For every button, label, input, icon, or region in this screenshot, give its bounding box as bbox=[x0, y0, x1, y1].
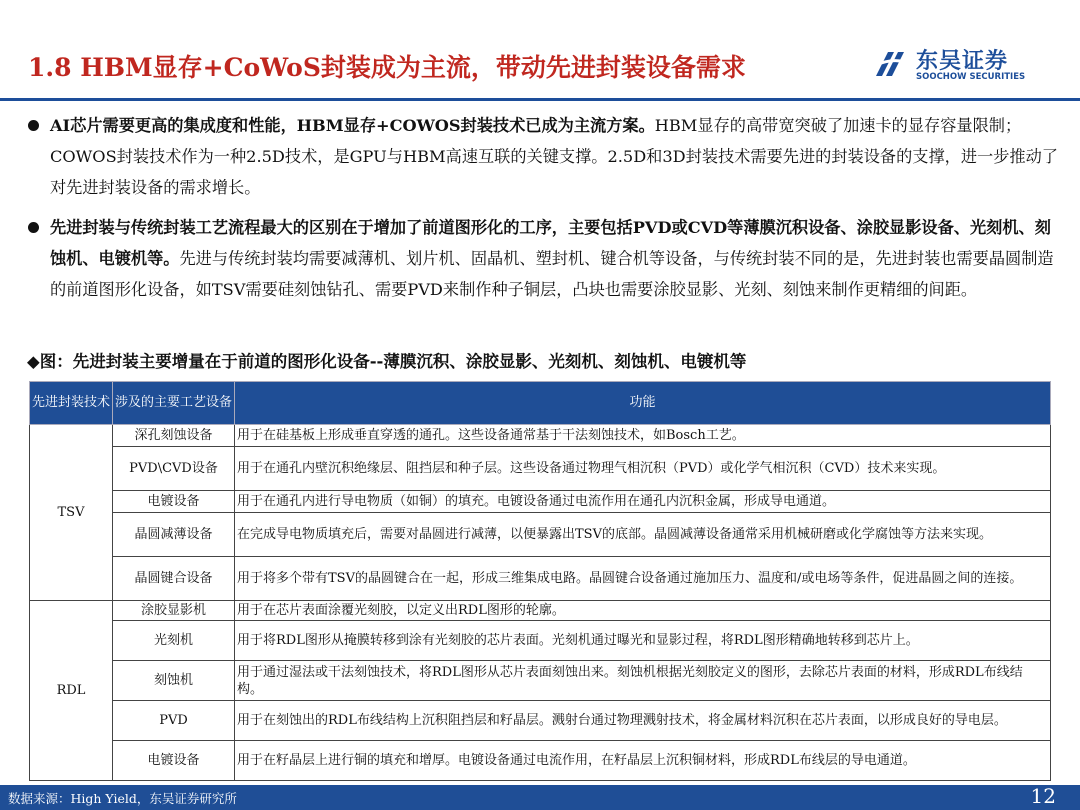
equipment-cell: 电镀设备 bbox=[113, 741, 235, 781]
col-header-equipment: 涉及的主要工艺设备 bbox=[113, 382, 235, 425]
bullet-1 bbox=[28, 110, 1058, 203]
function-cell: 用于在芯片表面涂覆光刻胶，以定义出RDL图形的轮廓。 bbox=[235, 601, 1051, 621]
function-cell: 用于在刻蚀出的RDL布线结构上沉积阻挡层和籽晶层。溅射台通过物理溅射技术，将金属材料沉积在芯片表面，以形成良好的导电层。 bbox=[235, 701, 1051, 741]
logo-text-cn: 东吴证券 bbox=[916, 49, 1009, 74]
equipment-cell: PVD bbox=[113, 701, 235, 741]
group-cell-rdl: RDL bbox=[30, 601, 113, 781]
col-header-tech: 先进封装技术 bbox=[30, 382, 113, 425]
bullet-dot-icon bbox=[28, 222, 39, 233]
soochow-logo-icon bbox=[872, 46, 908, 82]
function-cell: 用于在通孔内壁沉积绝缘层、阻挡层和种子层。这些设备通过物理气相沉积（PVD）或化学气相沉积（CVD）技术来实现。 bbox=[235, 447, 1051, 491]
function-cell: 用于将RDL图形从掩膜转移到涂有光刻胶的芯片表面。光刻机通过曝光和显影过程，将RDL图形精确地转移到芯片上。 bbox=[235, 621, 1051, 661]
bullet-1-lead: AI芯片需要更高的集成度和性能，HBM显存+COWOS封装技术已成为主流方案。 bbox=[50, 116, 655, 135]
equipment-cell: 深孔刻蚀设备 bbox=[113, 425, 235, 447]
company-logo bbox=[872, 44, 1052, 88]
table-row bbox=[30, 513, 1051, 557]
equipment-cell: PVD\CVD设备 bbox=[113, 447, 235, 491]
bullet-dot-icon bbox=[28, 120, 39, 131]
function-cell: 用于将多个带有TSV的晶圆键合在一起，形成三维集成电路。晶圆键合设备通过施加压力、温度和/或电场等条件，促进晶圆之间的连接。 bbox=[235, 557, 1051, 601]
equipment-cell: 晶圆键合设备 bbox=[113, 557, 235, 601]
table-row bbox=[30, 741, 1051, 781]
equipment-cell: 刻蚀机 bbox=[113, 661, 235, 701]
footer-source: 数据来源：High Yield，东吴证券研究所 bbox=[8, 791, 237, 806]
function-cell: 用于在籽晶层上进行铜的填充和增厚。电镀设备通过电流作用，在籽晶层上沉积铜材料，形成RDL布线层的导电通道。 bbox=[235, 741, 1051, 781]
equipment-cell: 光刻机 bbox=[113, 621, 235, 661]
bullet-1-body: HBM显存的高带宽突破了加速卡的显存容量限制；COWOS封装技术作为一种2.5D技术，是GPU与HBM高速互联的关键支撑。2.5D和3D封装技术需要先进的封装设备的支撑，进一步推动了对先进封装设备的需求增长。 bbox=[50, 116, 1058, 197]
table-row bbox=[30, 557, 1051, 601]
table-row bbox=[30, 447, 1051, 491]
function-cell: 在完成导电物质填充后，需要对晶圆进行减薄，以便暴露出TSV的底部。晶圆减薄设备通常采用机械研磨或化学腐蚀等方法来实现。 bbox=[235, 513, 1051, 557]
function-cell: 用于通过湿法或干法刻蚀技术，将RDL图形从芯片表面刻蚀出来。刻蚀机根据光刻胶定义的图形，去除芯片表面的材料，形成RDL布线结构。 bbox=[235, 661, 1051, 701]
page-number: 12 bbox=[1030, 784, 1056, 808]
table-row bbox=[30, 491, 1051, 513]
bullet-2-lead: 先进封装与传统封装工艺流程最大的区别在于增加了前道图形化的工序，主要包括PVD或CVD等薄膜沉积设备、涂胶显影设备、光刻机、刻蚀机、电镀机等。 bbox=[50, 218, 1051, 268]
function-cell: 用于在硅基板上形成垂直穿透的通孔。这些设备通常基于干法刻蚀技术，如Bosch工艺。 bbox=[235, 425, 1051, 447]
logo-text-en: SOOCHOW SECURITIES bbox=[916, 72, 1026, 82]
bullet-2 bbox=[28, 212, 1058, 305]
table-row bbox=[30, 621, 1051, 661]
page-title: 1.8 HBM显存+CoWoS封装成为主流，带动先进封装设备需求 bbox=[28, 53, 746, 82]
title-bar bbox=[0, 0, 1080, 100]
equipment-cell: 晶圆减薄设备 bbox=[113, 513, 235, 557]
bullet-2-body: 先进与传统封装均需要减薄机、划片机、固晶机、塑封机、键合机等设备，与传统封装不同的是，先进封装也需要晶圆制造的前道图形化设备，如TSV需要硅刻蚀钻孔、需要PVD来制作种子铜层，凸块也需要涂胶显影、光刻、刻蚀来制作更精细的间距。 bbox=[50, 249, 1054, 299]
header-divider bbox=[0, 98, 1080, 101]
equipment-table bbox=[29, 381, 1051, 781]
figure-caption: ◆图：先进封装主要增量在于前道的图形化设备--薄膜沉积、涂胶显影、光刻机、刻蚀机、电镀机等 bbox=[27, 352, 747, 371]
table-header-row bbox=[30, 382, 1051, 425]
function-cell: 用于在通孔内进行导电物质（如铜）的填充。电镀设备通过电流作用在通孔内沉积金属，形成导电通道。 bbox=[235, 491, 1051, 513]
table-row bbox=[30, 601, 1051, 621]
group-cell-tsv: TSV bbox=[30, 425, 113, 601]
col-header-function: 功能 bbox=[235, 382, 1051, 425]
equipment-cell: 电镀设备 bbox=[113, 491, 235, 513]
table-row bbox=[30, 701, 1051, 741]
table-row bbox=[30, 661, 1051, 701]
table-row bbox=[30, 425, 1051, 447]
equipment-cell: 涂胶显影机 bbox=[113, 601, 235, 621]
